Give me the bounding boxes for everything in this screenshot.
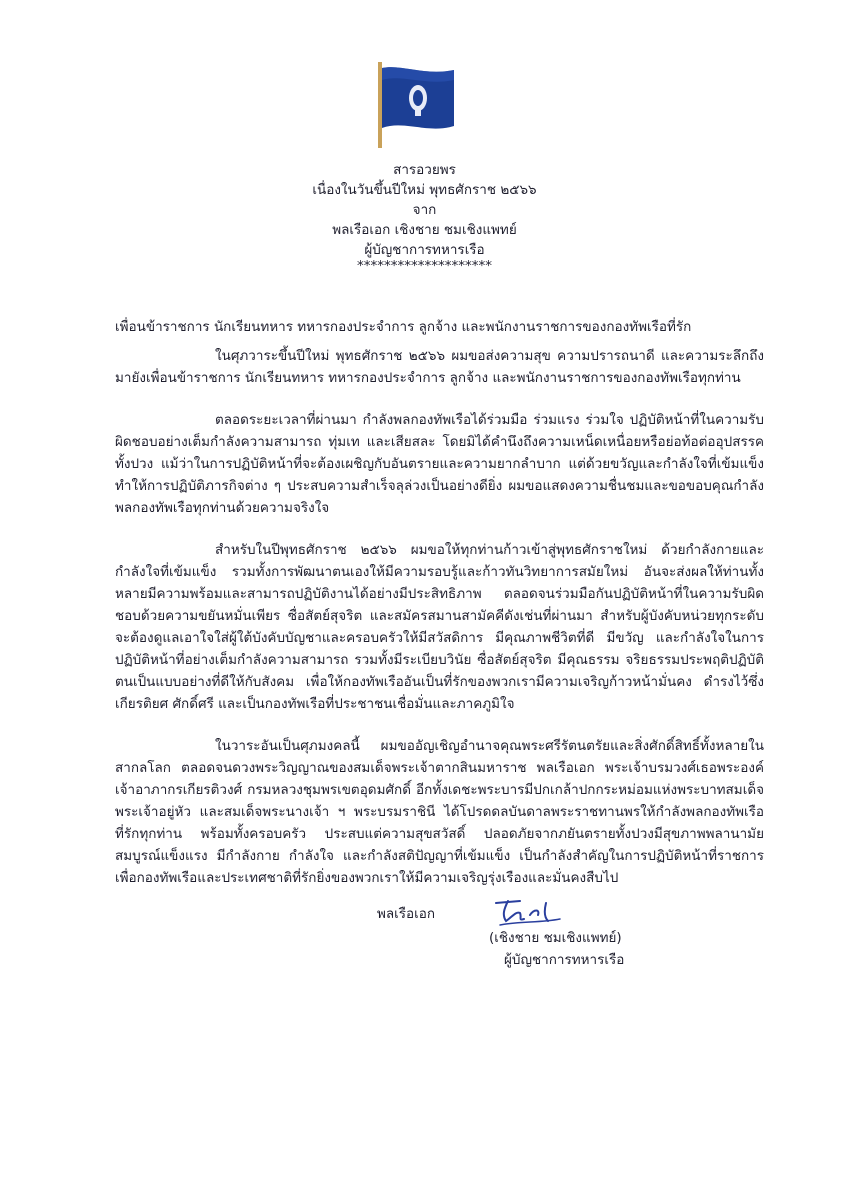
- paragraph-appreciation: ตลอดระยะเวลาที่ผ่านมา กำลังพลกองทัพเรือได้ร่วมมือ ร่วมแรง ร่วมใจ ปฏิบัติหน้าที่ในความรับผิดชอบอย่างเต็มกำลังความสามารถ ทุ่มเท และเสียสละ โดยมิได้คำนึงถึงความเหน็ดเหนื่อยหรือย่อท้อต่ออุปสรรคทั้งปวง แม้ว่าในการปฏิบัติหน้าที่จะต้องเผชิญกับอันตรายและความยากลำบาก แต่ด้วยขวัญและกำลังใจที่เข้มแข็ง ทำให้การปฏิบัติภารกิจต่าง ๆ ประสบความสำเร็จลุล่วงเป็นอย่างดียิ่ง ผมขอแสดงความชื่นชมและขอขอบคุณกำลังพลกองทัพเรือทุกท่านด้วยความจริงใจ: [115, 412, 764, 516]
- sender-name: พลเรือเอก เชิงชาย ชมเชิงแพทย์: [332, 222, 517, 238]
- paragraph-blessing: ในวาระอันเป็นศุภมงคลนี้ ผมขออัญเชิญอำนาจคุณพระศรีรัตนตรัยและสิ่งศักดิ์สิทธิ์ทั้งหลายในสากลโลก ตลอดจนดวงพระวิญญาณของสมเด็จพระเจ้าตากสินมหาราช พลเรือเอก พระเจ้าบรมวงศ์เธอพระองค์เจ้าอาภากรเกียรติวงศ์ กรมหลวงชุมพรเขตอุดมศักดิ์ อีกทั้งเดชะพระบารมีปกเกล้าปกกระหม่อมแห่งพระบาทสมเด็จพระเจ้าอยู่หัว และสมเด็จพระนางเจ้า ฯ พระบรมราชินี ได้โปรดดลบันดาลพระราชทานพรให้กำลังพลกองทัพเรือที่รักทุกท่าน พร้อมทั้งครอบครัว ประสบแต่ความสุขสวัสดิ์ ปลอดภัยจากภยันตรายทั้งปวงมีสุขภาพพลานามัยสมบูรณ์แข็งแรง มีกำลังกาย กำลังใจ และกำลังสติปัญญาที่เข้มแข็ง เป็นกำลังสำคัญในการปฏิบัติหน้าที่ราชการ เพื่อกองทัพเรือและประเทศชาติที่รักยิ่งของพวกเราให้มีความเจริญรุ่งเรืองและมั่นคงสืบไป: [115, 738, 764, 886]
- navy-commander-flag-icon: [378, 62, 458, 148]
- handwritten-signature-icon: [490, 895, 570, 927]
- sender-position: ผู้บัญชาการทหารเรือ: [364, 242, 485, 258]
- letter-header: [0, 160, 849, 272]
- signature-name: (เชิงชาย ชมเชิงแพทย์): [489, 930, 622, 946]
- paragraph-new-year-wishes: สำหรับในปีพุทธศักราช ๒๕๖๖ ผมขอให้ทุกท่านก้าวเข้าสู่พุทธศักราชใหม่ ด้วยกำลังกายและกำลังใจที่เข้มแข็ง รวมทั้งการพัฒนาตนเองให้มีความรอบรู้และก้าวทันวิทยาการสมัยใหม่ อันจะส่งผลให้ท่านทั้งหลายมีความพร้อมและสามารถปฏิบัติงานได้อย่างมีประสิทธิภาพ ตลอดจนร่วมมือกันปฏิบัติหน้าที่ในความรับผิดชอบด้วยความขยันหมั่นเพียร ซื่อสัตย์สุจริต และสมัครสมานสามัคคีดังเช่นที่ผ่านมา สำหรับผู้บังคับหน่วยทุกระดับจะต้องดูแลเอาใจใส่ผู้ใต้บังคับบัญชาและครอบครัวให้มีสวัสดิการ มีคุณภาพชีวิตที่ดี มีขวัญ และกำลังใจในการปฏิบัติหน้าที่อย่างเต็มกำลังความสามารถ รวมทั้งมีระเบียบวินัย ซื่อสัตย์สุจริต มีคุณธรรม จริยธรรมประพฤติปฏิบัติตนเป็นแบบอย่างที่ดีให้กับสังคม เพื่อให้กองทัพเรืออันเป็นที่รักของพวกเรามีความเจริญก้าวหน้ามั่นคง ดำรงไว้ซึ่งเกียรติยศ ศักดิ์ศรี และเป็นกองทัพเรือที่ประชาชนเชื่อมั่นและภาคภูมิใจ: [115, 542, 764, 712]
- signature-rank: พลเรือเอก: [377, 906, 436, 922]
- signature-position: ผู้บัญชาการทหารเรือ: [504, 952, 625, 968]
- letter-title: สารอวยพร: [393, 162, 456, 178]
- letter-body: [115, 345, 764, 909]
- letter-from: จาก: [412, 202, 437, 218]
- header-separator: ********************: [357, 258, 492, 274]
- salutation: เพื่อนข้าราชการ นักเรียนทหาร ทหารกองประจำการ ลูกจ้าง และพนักงานราชการของกองทัพเรือที่รัก: [115, 319, 692, 335]
- letter-occasion: เนื่องในวันขึ้นปีใหม่ พุทธศักราช ๒๕๖๖: [312, 182, 537, 198]
- paragraph-new-year-greeting: ในศุภวาระขึ้นปีใหม่ พุทธศักราช ๒๕๖๖ ผมขอส่งความสุข ความปรารถนาดี และความระลึกถึงมายังเพื่อนข้าราชการ นักเรียนทหาร ทหารกองประจำการ ลูกจ้าง และพนักงานราชการของกองทัพเรือทุกท่าน: [115, 348, 764, 386]
